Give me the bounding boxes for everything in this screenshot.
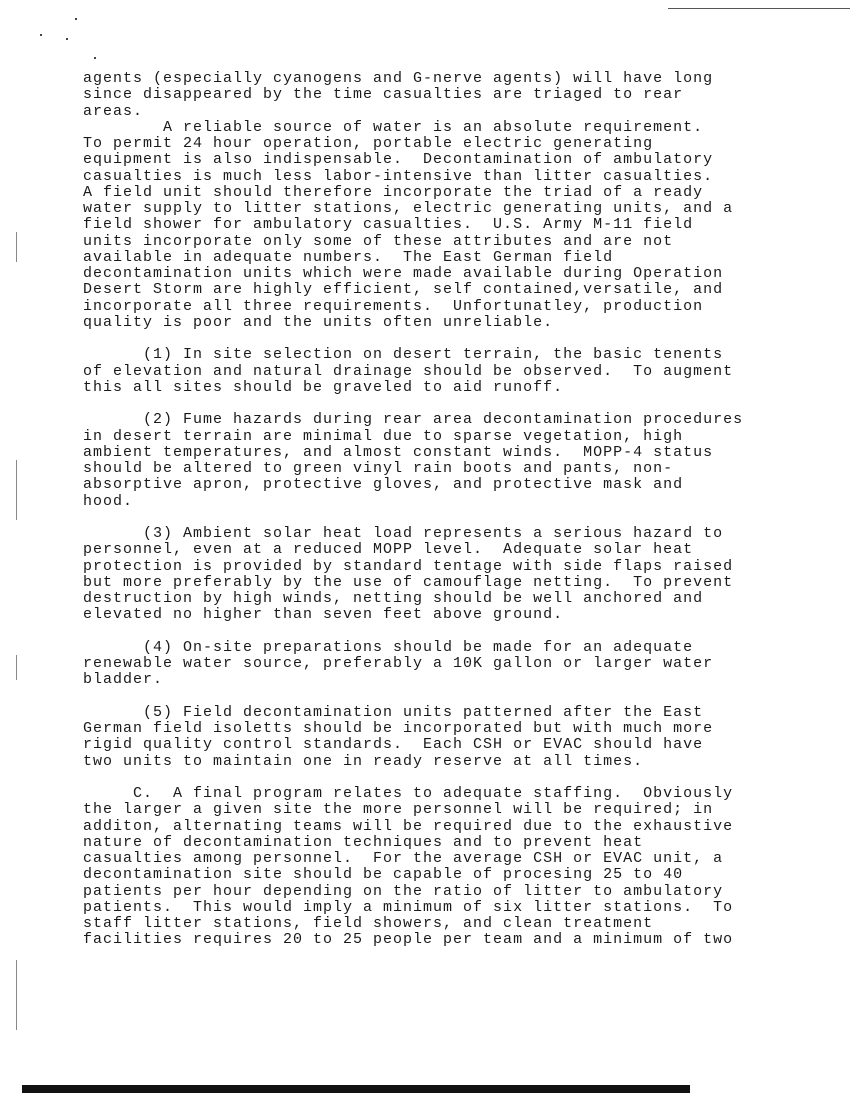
text-line: decontamination units which were made available during Operation xyxy=(83,265,724,282)
scan-speck xyxy=(75,18,77,20)
paragraph xyxy=(83,120,783,331)
scan-bottom-bar xyxy=(22,1085,690,1093)
text-line: ambient temperatures, and almost constant winds. MOPP-4 status xyxy=(83,443,714,461)
text-line: facilities requires 20 to 25 people per team and a minimum of two xyxy=(83,931,734,949)
scan-speck xyxy=(66,38,68,40)
text-line: of elevation and natural drainage should be observed. To augment xyxy=(83,362,734,380)
paragraph xyxy=(83,412,783,510)
text-line: elevated no higher than seven feet above ground. xyxy=(83,606,564,624)
text-line: absorptive apron, protective gloves, and protective mask and xyxy=(83,476,684,494)
scan-speck xyxy=(40,34,42,36)
text-line: To permit 24 hour operation, portable electric generating xyxy=(83,135,654,152)
text-line: equipment is also indispensable. Decontamination of ambulatory xyxy=(83,151,714,169)
text-line: should be altered to green vinyl rain boots and pants, non- xyxy=(83,460,674,477)
scan-speck xyxy=(94,57,96,59)
margin-mark xyxy=(16,232,17,262)
text-line: German field isoletts should be incorporated but with much more xyxy=(83,720,714,737)
text-line: quality is poor and the units often unreliable. xyxy=(83,313,554,331)
text-line: patients per hour depending on the ratio of litter to ambulatory xyxy=(83,882,724,900)
text-line: C. A final program relates to adequate staffing. Obviously xyxy=(83,785,734,802)
text-line: destruction by high winds, netting should be well anchored and xyxy=(83,590,704,607)
text-line: field shower for ambulatory casualties. U.S. Army M-11 field xyxy=(83,216,694,234)
text-line: (4) On-site preparations should be made for an adequate xyxy=(83,638,694,656)
paragraph xyxy=(83,705,783,770)
text-line: rigid quality control standards. Each CSH or EVAC should have xyxy=(83,736,704,754)
text-line: available in adequate numbers. The East German field xyxy=(83,248,614,266)
text-line: but more preferably by the use of camouflage netting. To prevent xyxy=(83,573,734,591)
text-line: this all sites should be graveled to aid runoff. xyxy=(83,378,564,396)
text-line: staff litter stations, field showers, and clean treatment xyxy=(83,915,654,932)
margin-mark xyxy=(16,460,17,520)
paragraph xyxy=(83,71,783,120)
paragraph xyxy=(83,786,783,949)
text-line: since disappeared by the time casualties are triaged to rear xyxy=(83,86,684,104)
text-line: incorporate all three requirements. Unfortunatley, production xyxy=(83,297,704,315)
paragraph xyxy=(83,347,783,396)
text-line: in desert terrain are minimal due to sparse vegetation, high xyxy=(83,427,684,445)
text-line: A reliable source of water is an absolute requirement. xyxy=(83,118,704,136)
text-line: water supply to litter stations, electric generating units, and a xyxy=(83,200,734,217)
text-line: units incorporate only some of these attributes and are not xyxy=(83,232,674,250)
text-line: Desert Storm are highly efficient, self contained,versatile, and xyxy=(83,281,724,299)
margin-mark xyxy=(16,960,17,1030)
text-line: protection is provided by standard tentage with side flaps raised xyxy=(83,557,734,575)
text-line: personnel, even at a reduced MOPP level. Adequate solar heat xyxy=(83,541,694,559)
text-line: bladder. xyxy=(83,671,164,689)
paragraph xyxy=(83,640,783,689)
margin-mark xyxy=(16,655,17,680)
scan-edge-line xyxy=(668,8,850,9)
text-line: decontamination site should be capable of procesing 25 to 40 xyxy=(83,866,684,884)
text-line: agents (especially cyanogens and G-nerve agents) will have long xyxy=(83,70,714,87)
text-line: A field unit should therefore incorporate the triad of a ready xyxy=(83,183,704,201)
document-body xyxy=(83,71,783,965)
text-line: two units to maintain one in ready reserve at all times. xyxy=(83,752,644,770)
text-line: the larger a given site the more personnel will be required; in xyxy=(83,801,714,819)
text-line: (2) Fume hazards during rear area decontamination procedures xyxy=(83,411,744,429)
text-line: (5) Field decontamination units patterned after the East xyxy=(83,703,704,721)
text-line: additon, alternating teams will be required due to the exhaustive xyxy=(83,817,734,835)
text-line: (1) In site selection on desert terrain, the basic tenents xyxy=(83,346,724,364)
text-line: hood. xyxy=(83,492,134,510)
text-line: (3) Ambient solar heat load represents a serious hazard to xyxy=(83,525,724,542)
text-line: patients. This would imply a minimum of six litter stations. To xyxy=(83,898,734,916)
text-line: renewable water source, preferably a 10K gallon or larger water xyxy=(83,655,714,672)
text-line: areas. xyxy=(83,102,144,120)
text-line: nature of decontamination techniques and to prevent heat xyxy=(83,833,644,851)
paragraph xyxy=(83,526,783,624)
text-line: casualties among personnel. For the average CSH or EVAC unit, a xyxy=(83,850,724,867)
text-line: casualties is much less labor-intensive than litter casualties. xyxy=(83,167,714,185)
